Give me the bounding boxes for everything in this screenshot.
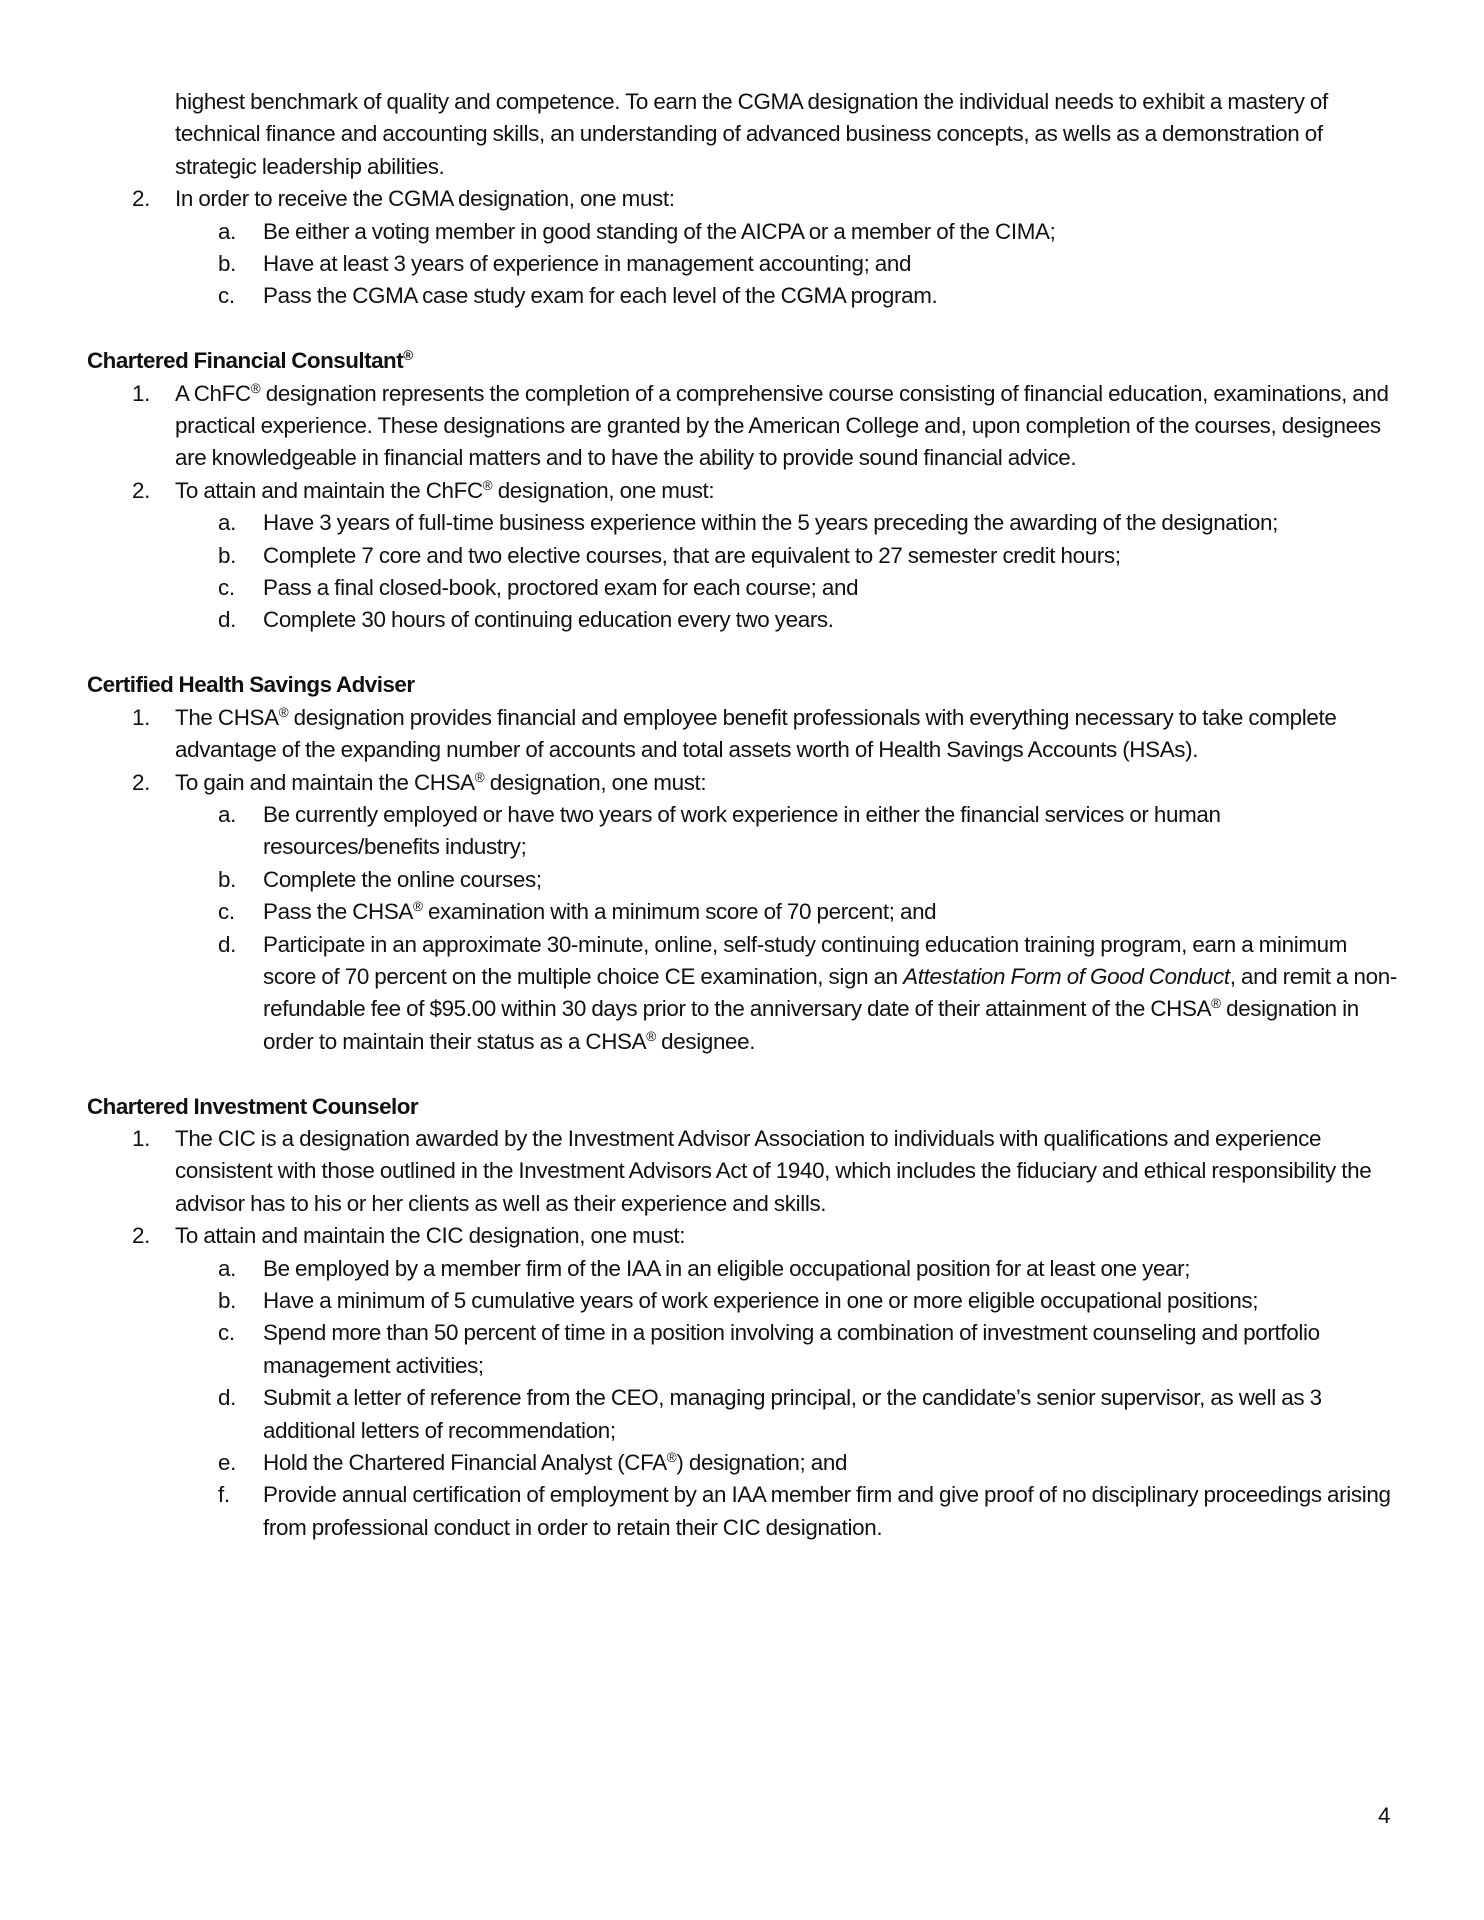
registered-mark: ® <box>646 1028 656 1044</box>
list-item-text: designation in order to maintain their status as a CHSA <box>263 996 1359 1054</box>
list-number: 1. <box>132 380 150 406</box>
list-number: 2. <box>132 477 150 503</box>
list-letter: a. <box>218 218 236 244</box>
cic-subitem-a <box>87 1253 1397 1285</box>
list-item-text: To gain and maintain the CHSA <box>175 769 475 795</box>
registered-mark: ® <box>413 899 423 915</box>
list-item-text: Pass the CGMA case study exam for each level of the CGMA program. <box>263 283 938 309</box>
italic-form-name: Attestation Form of Good Conduct <box>903 963 1230 989</box>
registered-mark: ® <box>666 1449 677 1465</box>
list-item-text: Hold the Chartered Financial Analyst (CFA <box>263 1450 667 1476</box>
list-letter: d. <box>218 1385 236 1411</box>
chsa-item-1 <box>87 702 1397 767</box>
list-letter: c. <box>218 283 235 309</box>
cgma-subitem-c <box>87 280 1397 312</box>
heading-text: Chartered Investment Counselor <box>87 1093 419 1119</box>
cic-subitem-b <box>87 1285 1397 1317</box>
chfc-item-1 <box>87 378 1397 475</box>
list-item-text: ) designation; and <box>676 1450 848 1476</box>
list-item-text: designation, one must: <box>484 769 707 795</box>
list-letter: b. <box>218 1287 236 1313</box>
cgma-subitem-a <box>87 216 1397 248</box>
list-item-text: Be currently employed or have two years of work experience in either the financial services or human resources/benefits industry; <box>263 801 1221 860</box>
list-item-text: Complete 7 core and two elective courses, that are equivalent to 27 semester credit hours; <box>263 542 1121 568</box>
list-letter: d. <box>218 607 236 633</box>
chfc-item-2 <box>87 475 1397 507</box>
chsa-subitem-c <box>87 896 1397 928</box>
registered-mark: ® <box>474 769 485 785</box>
chfc-subitem-d <box>87 604 1397 636</box>
list-number: 2. <box>132 186 150 212</box>
list-item-text: Have at least 3 years of experience in management accounting; and <box>263 251 912 277</box>
list-letter: a. <box>218 801 236 827</box>
list-letter: b. <box>218 866 236 892</box>
section-gap <box>87 637 1397 669</box>
page-content <box>87 86 1397 1544</box>
list-item-text: designee. <box>655 1028 756 1054</box>
cgma-item1-continuation: highest benchmark of quality and competence. To earn the CGMA designation the individual needs to exhibit a mastery of technical finance and accounting skills, an understanding of advanced business concepts, as wells as a demonstration of strategic leadership abilities. <box>175 89 1328 179</box>
registered-mark: ® <box>403 348 413 364</box>
list-letter: f. <box>218 1482 230 1508</box>
list-item-text: The CIC is a designation awarded by the Investment Advisor Association to individuals with qualifications and experience consistent with those outlined in the Investment Advisors Act of 1940, which includes the fiduciary and ethical responsibility the advisor has to his or her clients as well as their experience and skills. <box>175 1125 1372 1216</box>
list-item-text: Submit a letter of reference from the CEO, managing principal, or the candidate’s senior supervisor, as well as 3 additional letters of recommendation; <box>263 1385 1322 1443</box>
cgma-subitem-b <box>87 248 1397 280</box>
cic-item-2 <box>87 1220 1397 1252</box>
registered-mark: ® <box>482 477 493 493</box>
cic-item-1 <box>87 1123 1397 1220</box>
cgma-item-2 <box>87 183 1397 215</box>
cic-subitem-e <box>87 1447 1397 1479</box>
chfc-subitem-a <box>87 507 1397 539</box>
section-gap <box>87 313 1397 345</box>
list-item-text: The CHSA <box>175 704 279 730</box>
section-gap <box>87 1058 1397 1090</box>
list-item-text: To attain and maintain the ChFC <box>175 477 483 503</box>
heading-text: Chartered Financial Consultant <box>87 348 404 374</box>
list-item-text: Complete 30 hours of continuing education every two years. <box>263 607 834 633</box>
list-number: 2. <box>132 769 150 795</box>
registered-mark: ® <box>278 704 289 720</box>
list-letter: c. <box>218 1320 235 1346</box>
registered-mark: ® <box>1211 996 1221 1012</box>
list-number: 2. <box>132 1223 150 1249</box>
cic-subitem-f <box>87 1479 1397 1544</box>
list-item-text: designation represents the completion of a comprehensive course consisting of financial education, examinations, and practical experience. These designations are granted by the American College and, upon completion of the courses, designees are knowledgeable in financial matters and to have the ability to provide sound financial advice. <box>175 380 1389 471</box>
list-item-text: To attain and maintain the CIC designation, one must: <box>175 1223 686 1249</box>
list-item-text: Have a minimum of 5 cumulative years of work experience in one or more eligible occupational positions; <box>263 1287 1259 1313</box>
list-item-text: A ChFC <box>175 380 251 406</box>
list-letter: d. <box>218 931 236 957</box>
list-letter: b. <box>218 542 236 568</box>
list-item-text: Provide annual certification of employment by an IAA member firm and give proof of no disciplinary proceedings arising from professional conduct in order to retain their CIC designation. <box>263 1482 1391 1540</box>
cic-subitem-d <box>87 1382 1397 1447</box>
list-item-text: Have 3 years of full-time business experience within the 5 years preceding the awarding of the designation; <box>263 510 1278 536</box>
chfc-subitem-c <box>87 572 1397 604</box>
heading-text: Certified Health Savings Adviser <box>87 672 415 698</box>
list-item-text: designation provides financial and employee benefit professionals with everything necessary to take complete advantage of the expanding number of accounts and total assets worth of Health Savings Accounts (HSAs). <box>175 704 1337 763</box>
list-item-text: examination with a minimum score of 70 percent; and <box>422 899 937 925</box>
section-heading-cic <box>87 1091 1397 1123</box>
chsa-subitem-d <box>87 929 1397 1059</box>
section-heading-chsa <box>87 669 1397 701</box>
chsa-subitem-b <box>87 864 1397 896</box>
list-letter: c. <box>218 575 235 601</box>
registered-mark: ® <box>250 380 261 396</box>
list-item-text: Be employed by a member firm of the IAA in an eligible occupational position for at least one year; <box>263 1255 1191 1281</box>
list-letter: c. <box>218 899 235 925</box>
list-item-text: In order to receive the CGMA designation, one must: <box>175 186 675 212</box>
page-number: 4 <box>1378 1803 1391 1828</box>
chsa-subitem-a <box>87 799 1397 864</box>
list-number: 1. <box>132 704 150 730</box>
list-item-text: Pass the CHSA <box>263 899 414 925</box>
list-item-text: , and remit a non-refundable fee of $95.00 within 30 days prior to the anniversary date of their attainment of the CHSA <box>263 963 1397 1022</box>
list-item-text: Spend more than 50 percent of time in a position involving a combination of investment counseling and portfolio management activities; <box>263 1320 1320 1378</box>
list-item-text: Pass a final closed-book, proctored exam for each course; and <box>263 575 859 601</box>
list-letter: a. <box>218 510 236 536</box>
list-letter: a. <box>218 1255 236 1281</box>
list-item-text: Complete the online courses; <box>263 866 542 892</box>
list-letter: e. <box>218 1450 236 1476</box>
cic-subitem-c <box>87 1317 1397 1382</box>
chsa-item-2 <box>87 767 1397 799</box>
section-heading-chfc <box>87 345 1397 377</box>
chfc-subitem-b <box>87 540 1397 572</box>
list-letter: b. <box>218 251 236 277</box>
list-item-text: Participate in an approximate 30-minute, online, self-study continuing education training program, earn a minimum score of 70 percent on the multiple choice CE examination, sign an <box>263 931 1348 989</box>
list-item-text: Be either a voting member in good standing of the AICPA or a member of the CIMA; <box>263 218 1056 244</box>
list-item-text: designation, one must: <box>492 477 715 503</box>
list-number: 1. <box>132 1125 150 1151</box>
